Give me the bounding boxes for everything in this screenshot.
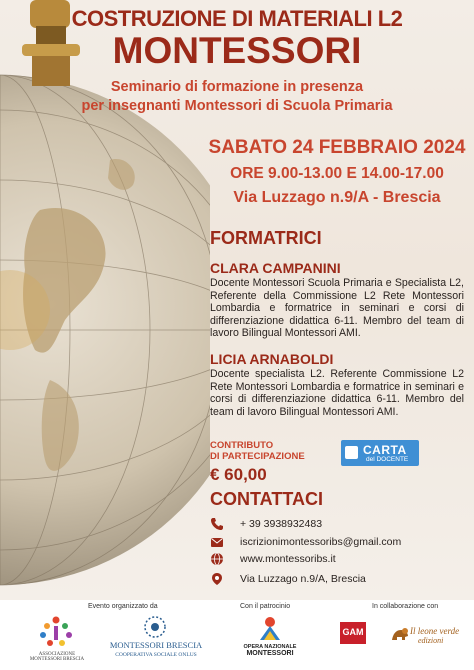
collab-label: In collaborazione con xyxy=(372,603,439,610)
carta-sublabel: del DOCENTE xyxy=(366,456,409,463)
onm-line-2: MONTESSORI xyxy=(246,650,294,657)
event-info xyxy=(200,137,474,207)
assoc-logo-text xyxy=(26,652,88,662)
coop-line-1: MONTESSORI BRESCIA xyxy=(109,640,203,650)
event-hours: ORE 9.00-13.00 E 14.00-17.00 xyxy=(230,165,444,182)
patronage-label: Con il patrocinio xyxy=(240,603,291,610)
price-label xyxy=(210,440,305,462)
subtitle xyxy=(0,78,474,116)
trainer-name: LICIA ARNABOLDI xyxy=(210,351,334,367)
onm-line-1: OPERA NAZIONALE xyxy=(243,644,297,650)
email-address: iscrizionimontessoribs@gmail.com xyxy=(240,536,402,548)
event-date: SABATO 24 FEBBRAIO 2024 xyxy=(208,137,466,158)
gam-logo xyxy=(340,622,366,644)
trainers-title: FORMATRICI xyxy=(210,228,322,248)
trainer-name: CLARA CAMPANINI xyxy=(210,260,341,276)
title-line-2: MONTESSORI xyxy=(112,30,362,71)
onm-logo-text xyxy=(238,644,302,657)
leone-verde-text xyxy=(410,626,459,645)
contact-email[interactable] xyxy=(210,535,401,549)
price-label-line-2: DI PARTECIPAZIONE xyxy=(210,451,305,462)
subtitle-line-1: Seminario di formazione in presenza xyxy=(110,79,364,95)
carta-label: CARTA xyxy=(363,443,407,457)
address-text: Via Luzzago n.9/A, Brescia xyxy=(240,573,366,585)
assoc-montessori-logo-icon xyxy=(36,614,76,650)
globe-illustration xyxy=(0,60,210,600)
phone-icon xyxy=(210,517,224,531)
qr-icon xyxy=(345,446,358,459)
lion-icon xyxy=(390,626,410,642)
event-place: Via Luzzago n.9/A - Brescia xyxy=(233,189,441,206)
organized-label: Evento organizzato da xyxy=(88,603,158,610)
assoc-line-2: MONTESSORI BRESCIA xyxy=(29,657,85,662)
trainer-bio: Docente Montessori Scuola Primaria e Specialista L2, Referente della Commissione L2 Rete Montessori Lombardia e formatrice in seminari e corsi di differenziazione didattica 6-11. Membro del team di lavoro Bilingual Montessori AMI. xyxy=(210,277,464,340)
leone-line-2: edizioni xyxy=(418,636,444,645)
leone-line-1: Il leone verde xyxy=(410,626,460,636)
cooperative-logo-text xyxy=(106,640,206,658)
location-pin-icon xyxy=(210,572,224,586)
cooperative-logo-icon xyxy=(144,616,166,638)
price-amount: € 60,00 xyxy=(210,465,267,484)
contact-address[interactable] xyxy=(210,572,366,586)
title-line-1: COSTRUZIONE DI MATERIALI L2 xyxy=(71,6,403,31)
assoc-line-1: ASSOCIAZIONE xyxy=(38,652,76,657)
carta-docente-logo xyxy=(341,440,419,466)
subtitle-line-2: per insegnanti Montessori di Scuola Primaria xyxy=(81,98,393,114)
contact-website[interactable] xyxy=(210,552,336,566)
contacts-title: CONTATTACI xyxy=(210,489,323,509)
footer xyxy=(0,600,474,670)
coop-line-2: COOPERATIVA SOCIALE ONLUS xyxy=(115,652,197,658)
website-url: www.montessoribs.it xyxy=(240,553,336,565)
phone-number: + 39 3938932483 xyxy=(240,518,323,530)
price-label-line-1: CONTRIBUTO xyxy=(210,440,274,451)
globe-icon xyxy=(210,552,224,566)
onm-logo-icon xyxy=(256,614,284,642)
trainer-bio: Docente specialista L2. Referente Commissione L2 Rete Montessori Lombardia e formatrice in seminari e corsi di differenziazione didattica 6-11. Membro del team di lavoro Bilingual Montessori AMI. xyxy=(210,368,464,418)
email-icon xyxy=(210,535,224,549)
gam-label: GAM xyxy=(342,627,364,637)
contact-phone[interactable] xyxy=(210,517,322,531)
